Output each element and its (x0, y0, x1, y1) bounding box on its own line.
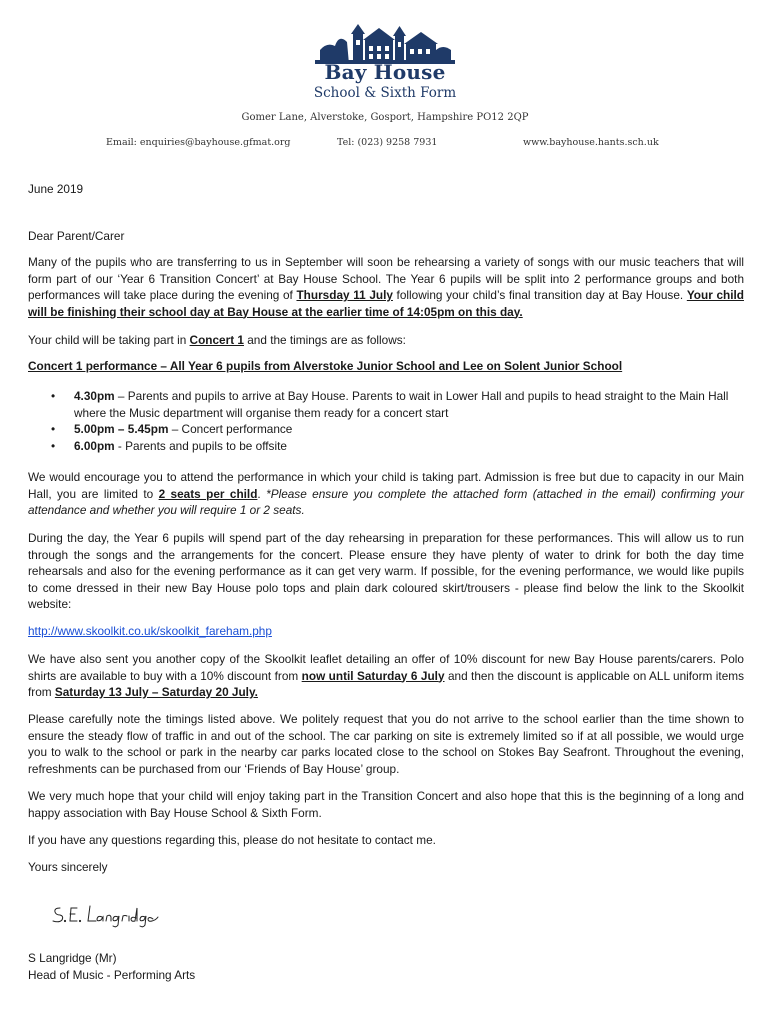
contact-telephone: Tel: (023) 9258 7931 (337, 137, 438, 148)
school-name: Bay House (324, 60, 446, 84)
signature-icon (50, 902, 165, 928)
paragraph-attendance: We would encourage you to attend the performance in which your child is taking part. Admission is free but due to capacity in our Main Hall, you are limited to 2 seats per child. *Please ensure you complete the attached form (attached in the email) confirming your attendance and whether you will require 1 or 2 seats. (28, 470, 745, 517)
timings-list (28, 388, 744, 454)
paragraph-discount: We have also sent you another copy of the Skoolkit leaflet detailing an offer of 10% discount for new Bay House parents/carers. Polo shirts are available to buy with a 10% discount from now until Saturday 6 July and then the discount is applicable on ALL uniform items from Saturday 13 July – Saturday 20 July. (28, 652, 744, 699)
letter-date: June 2019 (28, 182, 84, 196)
paragraph-concert-intro: Your child will be taking part in Concert 1 and the timings are as follows: (28, 333, 406, 347)
skoolkit-link[interactable]: http://www.skoolkit.co.uk/skoolkit_fareham.php (28, 624, 272, 638)
signer-name: S Langridge (Mr) (28, 951, 117, 965)
closing: Yours sincerely (28, 860, 108, 874)
list-item: • 5.00pm – 5.45pm – Concert performance (51, 422, 293, 436)
school-logo-icon (315, 20, 455, 64)
paragraph-parking: Please carefully note the timings listed above. We politely request that you do not arrive to the school earlier than the time shown to ensure the steady flow of traffic in and out of the school. The car parking on site is extremely limited so if at all possible, we would urge you to walk to the school or park in the nearby car parks located close to the school on Stokes Bay Seafront. Throughout the evening, refreshments can be purchased from our ‘Friends of Bay House’ group. (28, 712, 744, 776)
paragraph-questions: If you have any questions regarding this, please do not hesitate to contact me. (28, 833, 436, 847)
contact-email[interactable]: Email: enquiries@bayhouse.gfmat.org (106, 137, 291, 148)
contact-website[interactable]: www.bayhouse.hants.sch.uk (523, 137, 659, 148)
paragraph-intro: Many of the pupils who are transferring to us in September will soon be rehearsing a variety of songs with our music teachers that will form part of our ‘Year 6 Transition Concert’ at Bay House School. The Year 6 pupils will be split into 2 performance groups and both performances will take place during the evening of Thursday 11 July following your child’s final transition day at Bay House. Your child will be finishing their school day at Bay House at the earlier time of 14:05pm on this day. (28, 255, 744, 319)
list-item: • 4.30pm – Parents and pupils to arrive at Bay House. Parents to wait in Lower Hall and pupils to head straight to the Main Hall where the Music department will organise them ready for a concert start (51, 389, 729, 420)
concert-heading: Concert 1 performance – All Year 6 pupils from Alverstoke Junior School and Lee on Solent Junior School (28, 359, 623, 373)
salutation: Dear Parent/Carer (28, 229, 125, 243)
paragraph-rehearsal: During the day, the Year 6 pupils will spend part of the day rehearsing in preparation for these performances. This will allow us to run through the songs and the arrangements for the concert. Please ensure they have plenty of water to drink for both the day time rehearsals and also for the evening performance as it can get very warm. If possible, for the evening performance, we would like pupils to come dressed in their new Bay House polo tops and plain dark coloured skirt/trousers - please find below the link to the Skoolkit website: (28, 531, 744, 611)
school-address: Gomer Lane, Alverstoke, Gosport, Hampshire PO12 2QP (241, 112, 529, 123)
signer-title: Head of Music - Performing Arts (28, 968, 196, 982)
school-subtitle: School & Sixth Form (313, 85, 457, 101)
skoolkit-link-line (28, 623, 744, 640)
paragraph-closing-hope: We very much hope that your child will enjoy taking part in the Transition Concert and also hope that this is the beginning of a long and happy association with Bay House School & Sixth Form. (28, 789, 744, 820)
list-item: • 6.00pm - Parents and pupils to be offsite (51, 438, 287, 453)
